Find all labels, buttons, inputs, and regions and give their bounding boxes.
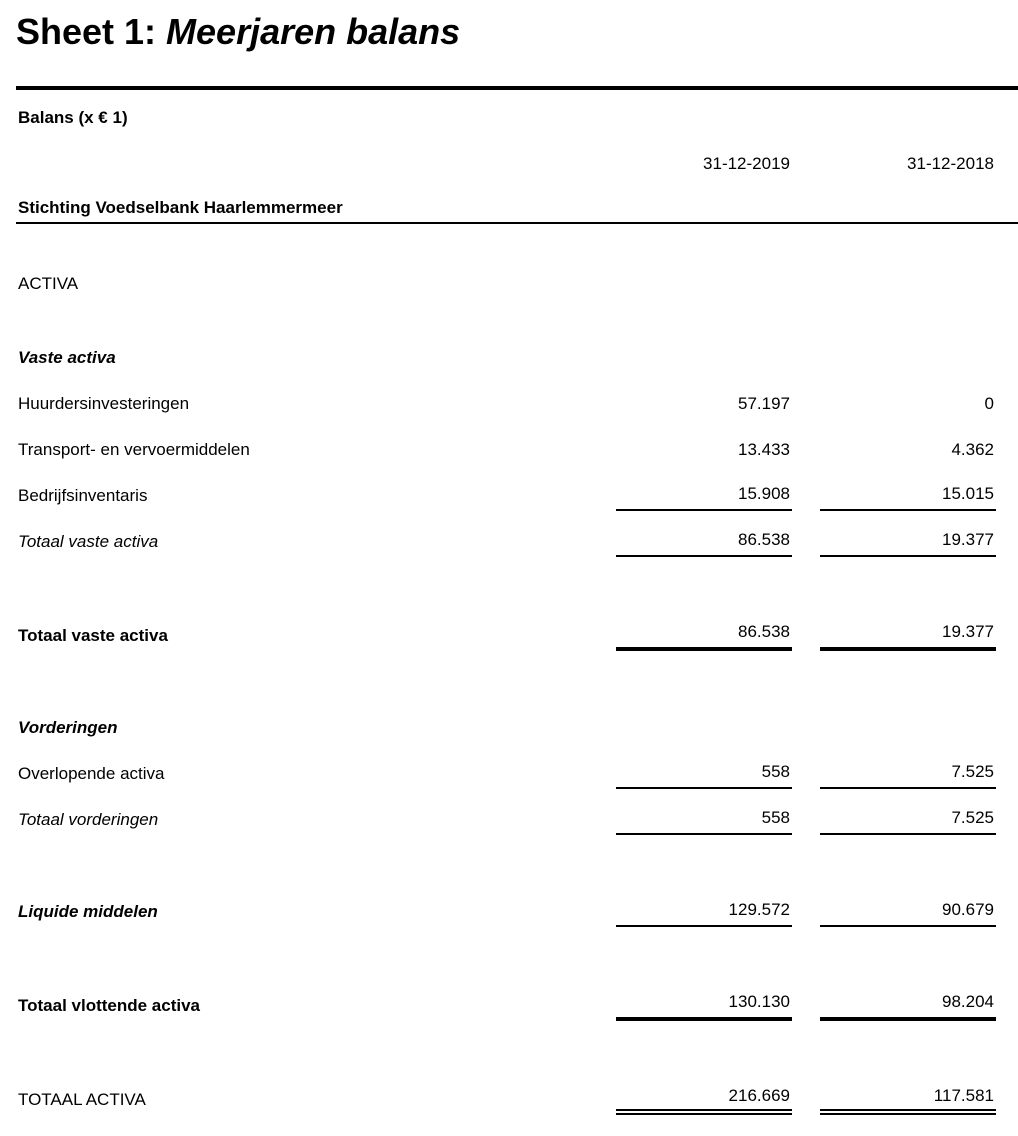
value-overlopende-activa-2019: 558 (761, 762, 790, 781)
value-totaal-vorderingen-2019: 558 (761, 808, 790, 827)
value-transport-2018: 4.362 (951, 440, 994, 459)
underline-totaal-vorderingen-2019 (616, 833, 792, 835)
header-divider-thin (16, 222, 1018, 224)
underline-totaal-vlottende-activa-2019 (616, 1017, 792, 1021)
section-vaste-activa: Vaste activa (18, 348, 116, 367)
value-huurdersinvesteringen-2018: 0 (984, 394, 994, 413)
value-totaal-vlottende-activa-2018: 98.204 (942, 992, 994, 1011)
row-label-huurdersinvesteringen: Huurdersinvesteringen (18, 394, 190, 413)
value-totaal-vaste-activa-2019: 86.538 (738, 622, 790, 641)
value-totaal-vlottende-activa-2019: 130.130 (728, 992, 790, 1011)
underline-overlopende-activa-2018 (820, 787, 996, 789)
value-bedrijfsinventaris-2018: 15.015 (942, 484, 994, 503)
sheet-title (16, 10, 460, 54)
row-label-transport: Transport- en vervoermiddelen (18, 440, 250, 459)
sheet-title-prefix: Sheet 1: (16, 11, 167, 52)
value-totaal-activa-2019: 216.669 (728, 1086, 790, 1105)
row-label-totaal-vaste-activa-sub: Totaal vaste activa (18, 532, 159, 551)
underline-bedrijfsinventaris-2019 (616, 509, 792, 511)
value-transport-2019: 13.433 (738, 440, 790, 459)
double-underline-totaal-activa-2018 (820, 1109, 996, 1115)
underline-totaal-vorderingen-2018 (820, 833, 996, 835)
value-liquide-middelen-2019: 129.572 (728, 900, 790, 919)
row-label-totaal-activa: TOTAAL ACTIVA (18, 1090, 146, 1109)
section-activa: ACTIVA (18, 274, 79, 293)
value-overlopende-activa-2018: 7.525 (951, 762, 994, 781)
unit-label: Balans (x € 1) (18, 108, 128, 127)
underline-totaal-vaste-activa-2018 (820, 647, 996, 651)
header-divider-thick (16, 86, 1018, 90)
row-label-overlopende-activa: Overlopende activa (18, 764, 165, 783)
row-label-bedrijfsinventaris: Bedrijfsinventaris (18, 486, 148, 505)
sheet-title-name: Meerjaren balans (166, 11, 461, 52)
underline-totaal-vaste-activa-2019 (616, 647, 792, 651)
section-vorderingen: Vorderingen (18, 718, 118, 737)
value-liquide-middelen-2018: 90.679 (942, 900, 994, 919)
underline-overlopende-activa-2019 (616, 787, 792, 789)
underline-bedrijfsinventaris-2018 (820, 509, 996, 511)
value-totaal-vaste-activa-sub-2019: 86.538 (738, 530, 790, 549)
value-totaal-activa-2018: 117.581 (933, 1086, 994, 1105)
value-totaal-vorderingen-2018: 7.525 (951, 808, 994, 827)
underline-liquide-middelen-2018 (820, 925, 996, 927)
column-header-2019: 31-12-2019 (703, 154, 790, 173)
value-huurdersinvesteringen-2019: 57.197 (738, 394, 790, 413)
value-bedrijfsinventaris-2019: 15.908 (738, 484, 790, 503)
underline-totaal-vaste-activa-sub-2018 (820, 555, 996, 557)
underline-totaal-vaste-activa-sub-2019 (616, 555, 792, 557)
row-label-totaal-vlottende-activa: Totaal vlottende activa (18, 996, 201, 1015)
value-totaal-vaste-activa-sub-2018: 19.377 (942, 530, 994, 549)
double-underline-totaal-activa-2019 (616, 1109, 792, 1115)
organization-name: Stichting Voedselbank Haarlemmermeer (18, 198, 343, 217)
row-label-totaal-vaste-activa: Totaal vaste activa (18, 626, 168, 645)
value-totaal-vaste-activa-2018: 19.377 (942, 622, 994, 641)
column-header-2018: 31-12-2018 (907, 154, 994, 173)
row-label-liquide-middelen: Liquide middelen (18, 902, 158, 921)
underline-liquide-middelen-2019 (616, 925, 792, 927)
row-label-totaal-vorderingen: Totaal vorderingen (18, 810, 159, 829)
underline-totaal-vlottende-activa-2018 (820, 1017, 996, 1021)
